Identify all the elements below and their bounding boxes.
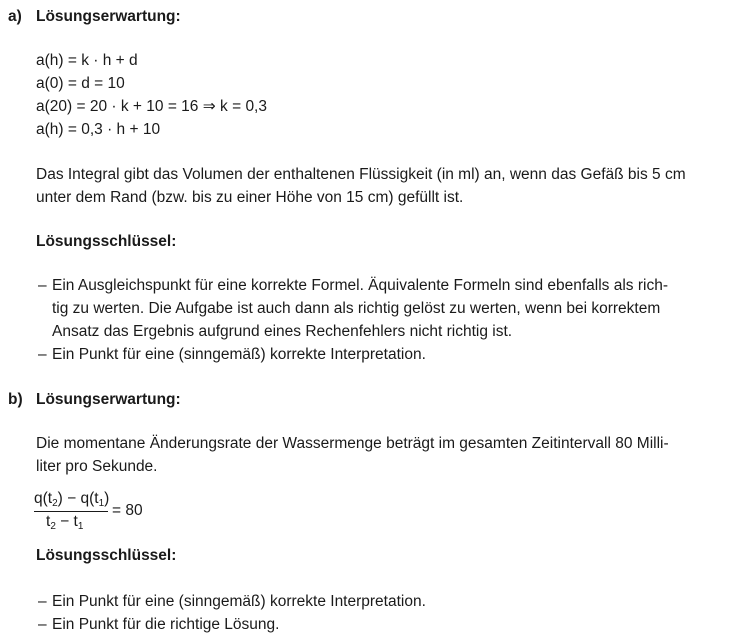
part-b-key-heading: Lösungsschlüssel:	[36, 547, 177, 564]
key-a1-line-1: Ein Ausgleichspunkt für eine korrekte Formel. Äquivalente Formeln sind ebenfalls als rich-	[52, 277, 668, 294]
fraction-bar	[34, 511, 108, 512]
dash-b2: –	[38, 616, 47, 633]
part-a-heading: Lösungserwartung:	[36, 8, 181, 25]
part-a-label: a)	[8, 8, 22, 25]
dash-b1: –	[38, 593, 47, 610]
interpretation-line-1: Das Integral gibt das Volumen der enthaltenen Flüssigkeit (in ml) an, wenn das Gefäß bis 5 cm	[36, 166, 686, 183]
key-b2: Ein Punkt für die richtige Lösung.	[52, 616, 280, 633]
part-a-key-heading: Lösungsschlüssel:	[36, 233, 177, 250]
equation-3: a(20) = 20 · k + 10 = 16 ⇒ k = 0,3	[36, 98, 267, 115]
dash-a2: –	[38, 346, 47, 363]
key-b1: Ein Punkt für eine (sinngemäß) korrekte Interpretation.	[52, 593, 426, 610]
part-b-text-line-1: Die momentane Änderungsrate der Wassermenge beträgt im gesamten Zeitintervall 80 Milli-	[36, 435, 669, 452]
fraction-result: = 80	[112, 502, 143, 519]
part-b-text-line-2: liter pro Sekunde.	[36, 458, 158, 475]
key-a2-line-1: Ein Punkt für eine (sinngemäß) korrekte Interpretation.	[52, 346, 426, 363]
equation-2: a(0) = d = 10	[36, 75, 125, 92]
dash-a1: –	[38, 277, 47, 294]
part-b-label: b)	[8, 391, 23, 408]
part-b-heading: Lösungserwartung:	[36, 391, 181, 408]
equation-4: a(h) = 0,3 · h + 10	[36, 121, 161, 138]
equation-1: a(h) = k · h + d	[36, 52, 138, 69]
interpretation-line-2: unter dem Rand (bzw. bis zu einer Höhe von 15 cm) gefüllt ist.	[36, 189, 464, 206]
fraction-denominator: $t_2 - t_1$	[46, 513, 84, 532]
fraction-numerator: $q(t_2) - q(t_1)$	[34, 490, 110, 509]
key-a1-line-2: tig zu werten. Die Aufgabe ist auch dann als richtig gelöst zu werten, wenn bei korrektem	[52, 300, 661, 317]
difference-quotient	[34, 490, 234, 534]
key-a1-line-3: Ansatz das Ergebnis aufgrund eines Rechenfehlers nicht richtig ist.	[52, 323, 513, 340]
